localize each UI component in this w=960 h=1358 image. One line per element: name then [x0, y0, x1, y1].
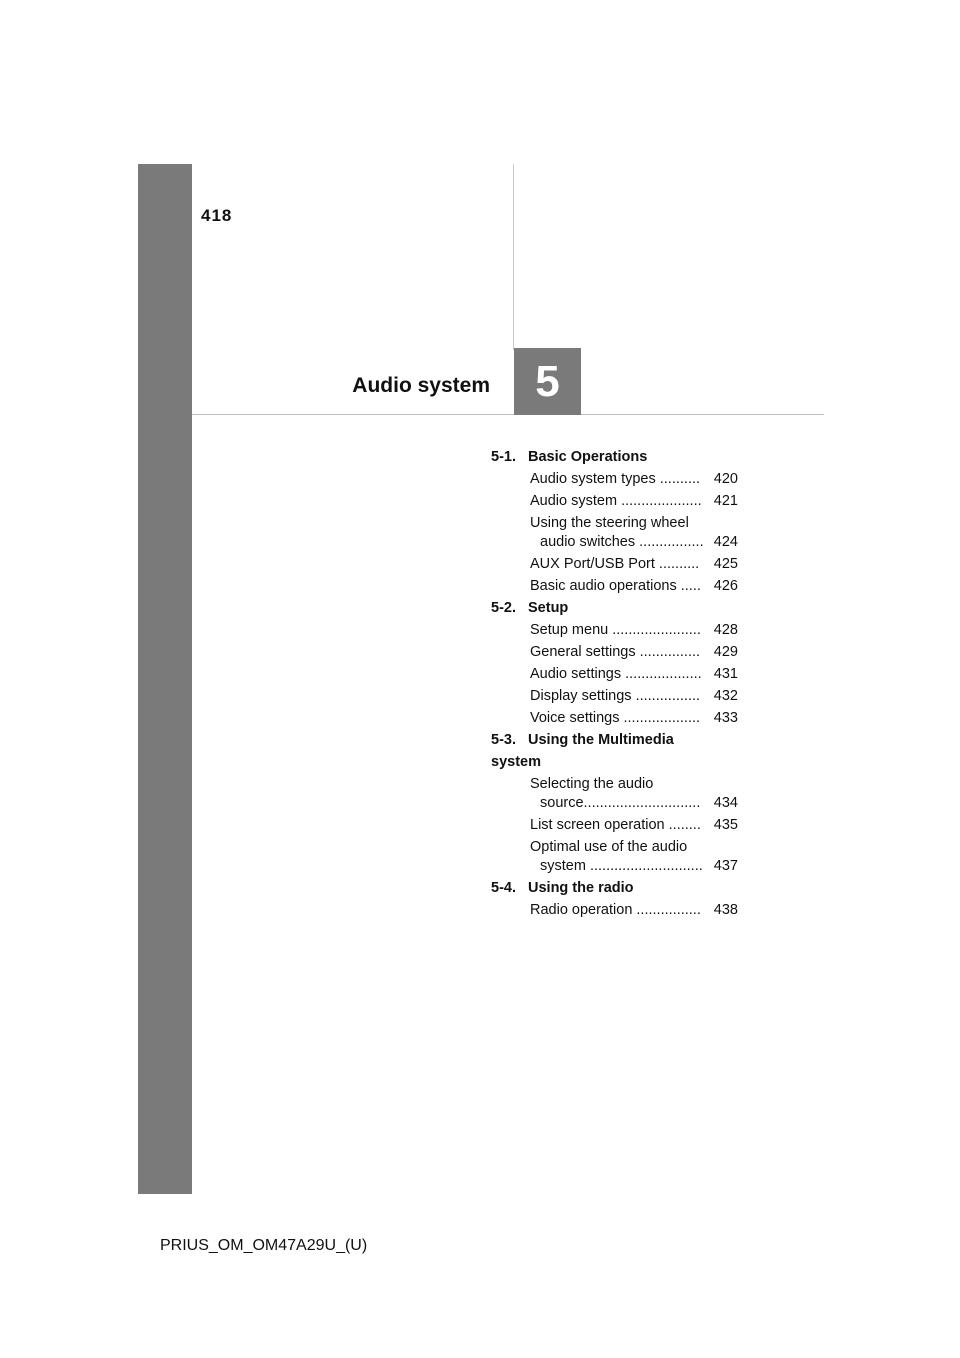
- section-title: Using the radio: [528, 880, 634, 896]
- entry-title: Voice settings ...................: [530, 710, 701, 726]
- section-heading[interactable]: [491, 879, 751, 899]
- table-of-contents: [491, 448, 751, 923]
- entry-title-cont: audio switches ................: [540, 534, 704, 550]
- entry-page: 420: [713, 471, 738, 487]
- toc-entry[interactable]: [491, 816, 738, 835]
- entry-page: 428: [713, 622, 738, 638]
- entry-title: AUX Port/USB Port ..........: [530, 556, 700, 572]
- entry-title: Audio system ....................: [530, 493, 702, 509]
- toc-entry[interactable]: [491, 643, 738, 662]
- entry-page: 426: [713, 578, 738, 594]
- section-number: 5-2.: [491, 600, 516, 616]
- entry-title-cont: source.............................: [540, 795, 701, 811]
- section-number: 5-4.: [491, 880, 516, 896]
- entry-title: Basic audio operations .....: [530, 578, 701, 594]
- entry-page: 431: [713, 666, 738, 682]
- toc-entry[interactable]: [491, 665, 738, 684]
- section-title: Using the Multimedia: [528, 732, 674, 748]
- toc-entry[interactable]: [491, 470, 738, 489]
- toc-section: [491, 879, 751, 920]
- section-heading[interactable]: [491, 448, 751, 468]
- entry-page: 435: [713, 817, 738, 833]
- entry-page: 429: [713, 644, 738, 660]
- section-number: 5-3.: [491, 732, 516, 748]
- toc-section: [491, 731, 751, 876]
- entry-title: Selecting the audio: [530, 776, 654, 792]
- entry-page: 424: [713, 534, 738, 550]
- entry-page: 425: [713, 556, 738, 572]
- toc-section: [491, 599, 751, 728]
- toc-entry[interactable]: [491, 577, 738, 596]
- section-title-cont: system: [491, 754, 541, 770]
- entry-title: List screen operation ........: [530, 817, 701, 833]
- entry-page: 437: [713, 858, 738, 874]
- entry-title: Display settings ................: [530, 688, 701, 704]
- vertical-rule: [513, 164, 514, 350]
- chapter-title: Audio system: [352, 374, 490, 397]
- toc-entry[interactable]: [491, 901, 738, 920]
- entry-title: Audio settings ...................: [530, 666, 702, 682]
- entry-page: 421: [713, 493, 738, 509]
- entry-page: 432: [713, 688, 738, 704]
- section-heading[interactable]: [491, 731, 751, 751]
- toc-entry[interactable]: [491, 838, 738, 876]
- section-number: 5-1.: [491, 449, 516, 465]
- toc-entry[interactable]: [491, 514, 738, 552]
- entry-title: Optimal use of the audio: [530, 839, 688, 855]
- entry-title: Radio operation ................: [530, 902, 701, 918]
- toc-entry[interactable]: [491, 709, 738, 728]
- header-rule: [192, 414, 824, 415]
- toc-section: [491, 448, 751, 596]
- section-title: Basic Operations: [528, 449, 648, 465]
- footer-code: PRIUS_OM_OM47A29U_(U): [160, 1237, 368, 1254]
- entry-title: Audio system types ..........: [530, 471, 701, 487]
- toc-entry[interactable]: [491, 621, 738, 640]
- entry-page: 433: [713, 710, 738, 726]
- toc-entry[interactable]: [491, 775, 738, 813]
- entry-page: 434: [713, 795, 738, 811]
- page-number: 418: [201, 206, 233, 225]
- entry-page: 438: [713, 902, 738, 918]
- toc-entry[interactable]: [491, 687, 738, 706]
- entry-title: General settings ...............: [530, 644, 701, 660]
- toc-entry[interactable]: [491, 492, 738, 511]
- chapter-number: 5: [535, 356, 560, 406]
- section-title: Setup: [528, 600, 569, 616]
- entry-title: Using the steering wheel: [530, 515, 689, 531]
- section-heading[interactable]: [491, 599, 751, 619]
- side-tab: [138, 164, 192, 1194]
- entry-title-cont: system ............................: [540, 858, 703, 874]
- entry-title: Setup menu ......................: [530, 622, 701, 638]
- chapter-number-box: [514, 348, 581, 415]
- toc-entry[interactable]: [491, 555, 738, 574]
